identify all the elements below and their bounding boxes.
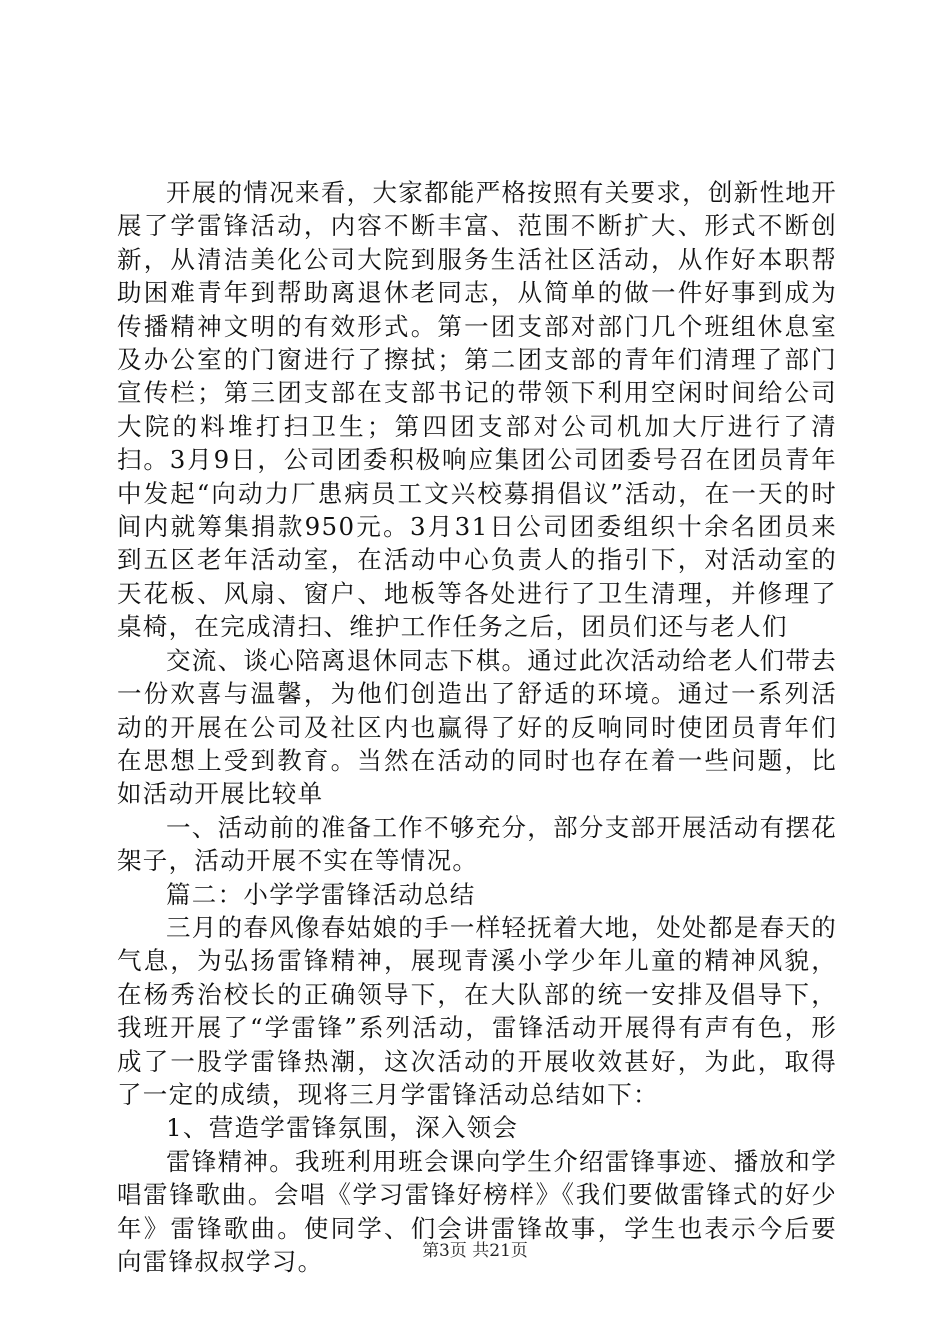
list-item-heading: 1、营造学雷锋氛围，深入领会 (166, 1113, 519, 1143)
paragraph-school-intro: 三月的春风像春姑娘的手一样轻抚着大地，处处都是春天的气息，为弘扬雷锋精神，展现青溪小学少年儿童的精神风貌，在杨秀治校长的正确领导下，在大队部的统一安排及倡导下，我班开展了“学雷锋”系列活动，雷锋活动开展得有声有色，形成了一股学雷锋热潮，这次活动的开展收效甚好，为此，取得了一定的成绩，现将三月学雷锋活动总结如下： (117, 912, 837, 1109)
paragraph-lei-feng-spirit: 雷锋精神。我班利用班会课向学生介绍雷锋事迹、播放和学唱雷锋歌曲。会唱《学习雷锋好榜样》《我们要做雷锋式的好少年》雷锋歌曲。使同学、们会讲雷锋故事，学生也表示今后要向雷锋叔叔学习。 (117, 1146, 837, 1276)
paragraph-activity-results: 交流、谈心陪离退休同志下棋。通过此次活动给老人们带去一份欢喜与温馨，为他们创造出了舒适的环境。通过一系列活动的开展在公司及社区内也赢得了好的反响同时使团员青年们在思想上受到教育。当然在活动的同时也存在着一些问题，比如活动开展比较单 (117, 645, 837, 809)
paragraph-problems: 一、活动前的准备工作不够充分，部分支部开展活动有摆花架子，活动开展不实在等情况。 (117, 812, 837, 876)
page-number-footer: 第3页 共21页 (422, 1241, 528, 1261)
section-heading: 篇二：小学学雷锋活动总结 (166, 879, 476, 909)
paragraph-activity-overview: 开展的情况来看，大家都能严格按照有关要求，创新性地开展了学雷锋活动，内容不断丰富、范围不断扩大、形式不断创新，从清洁美化公司大院到服务生活社区活动，从作好本职帮助困难青年到帮助离退休老同志，从简单的做一件好事到成为传播精神文明的有效形式。第一团支部对部门几个班组休息室及办公室的门窗进行了擦拭；第二团支部的青年们清理了部门宣传栏；第三团支部在支部书记的带领下利用空闲时间给公司大院的料堆打扫卫生；第四团支部对公司机加大厅进行了清扫。3月9日，公司团委积极响应集团公司团委号召在团员青年中发起“向动力厂患病员工文兴校募捐倡议”活动，在一天的时间内就筹集捐款950元。3月31日公司团委组织十余名团员来到五区老年活动室，在活动中心负责人的指引下，对活动室的天花板、风扇、窗户、地板等各处进行了卫生清理，并修理了桌椅，在完成清扫、维护工作任务之后，团员们还与老人们 (117, 178, 837, 642)
document-body (117, 176, 837, 1278)
